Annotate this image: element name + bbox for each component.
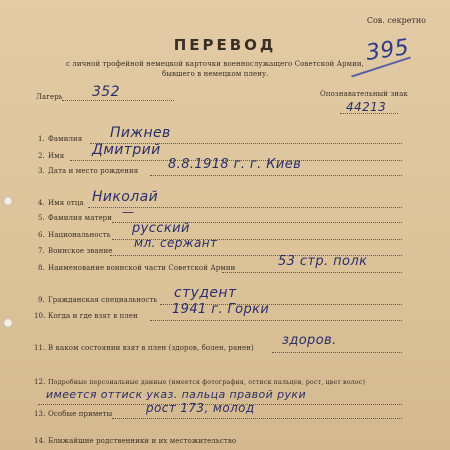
field-number: 3. bbox=[38, 167, 45, 175]
field-value: — bbox=[122, 205, 135, 219]
field-label: Воинское звание bbox=[48, 247, 113, 255]
stamp-number: 395 bbox=[364, 35, 411, 66]
field-label: Подробные персональные данные (имеется фотография, оттиск пальцев, рост, цвет волос) bbox=[48, 378, 366, 386]
field-value: Николай bbox=[92, 189, 159, 205]
punch-hole-bottom bbox=[3, 318, 13, 328]
field-label: Особые приметы bbox=[48, 410, 113, 418]
field-label: Когда и где взят в плен bbox=[48, 312, 138, 320]
punch-hole-top bbox=[3, 196, 13, 206]
field-value: 8.8.1918 г. г. Киев bbox=[168, 157, 302, 172]
tag-line bbox=[340, 113, 398, 114]
field-number: 12. bbox=[34, 378, 46, 386]
camp-label: Лагерь bbox=[36, 93, 63, 101]
field-line bbox=[150, 175, 402, 176]
field-line bbox=[150, 320, 402, 321]
field-value: Дмитрий bbox=[92, 142, 161, 158]
field-label: Фамилия матери bbox=[48, 214, 113, 222]
field-line bbox=[222, 272, 402, 273]
field-number: 14. bbox=[34, 437, 46, 445]
field-number: 5. bbox=[38, 214, 45, 222]
classification-mark: Сов. секретно bbox=[366, 16, 426, 25]
field-value: 53 стр. полк bbox=[278, 254, 368, 269]
field-value: 1941 г. Горки bbox=[172, 302, 270, 317]
field-line bbox=[88, 207, 402, 208]
field-number: 6. bbox=[38, 231, 45, 239]
subtitle-line-1: с личной трофейной немецкой карточки военнослужащего Советской Армии, bbox=[66, 60, 364, 68]
subtitle-line-2: бывшего в немецком плену. bbox=[162, 70, 269, 78]
field-value: русский bbox=[132, 221, 190, 236]
field-number: 9. bbox=[38, 296, 45, 304]
field-value: здоров. bbox=[282, 333, 337, 348]
field-number: 13. bbox=[34, 410, 46, 418]
tag-label: Опознавательный знак bbox=[320, 90, 408, 98]
field-number: 8. bbox=[38, 264, 45, 272]
field-number: 10. bbox=[34, 312, 46, 320]
field-label: Национальность bbox=[48, 231, 111, 239]
field-number: 7. bbox=[38, 247, 45, 255]
field-line bbox=[112, 418, 402, 419]
field-label: Гражданская специальность bbox=[48, 296, 158, 304]
field-label: Фамилия bbox=[48, 135, 83, 143]
field-label: Наименование воинской части Советской Армии bbox=[48, 264, 236, 272]
field-value: мл. сержант bbox=[134, 236, 218, 250]
tag-value: 44213 bbox=[346, 100, 387, 114]
field-value: рост 173, молод bbox=[146, 401, 255, 415]
field-value: имеется оттиск указ. пальца правой руки bbox=[46, 388, 307, 401]
field-line bbox=[272, 352, 402, 353]
field-number: 11. bbox=[34, 344, 46, 352]
field-number: 4. bbox=[38, 199, 45, 207]
field-number: 1. bbox=[38, 135, 45, 143]
camp-value: 352 bbox=[92, 84, 120, 100]
field-label: Имя bbox=[48, 152, 65, 160]
field-label: Ближайшие родственники и их местожительство bbox=[48, 437, 237, 445]
field-value: Пижнев bbox=[110, 125, 171, 141]
field-label: В каком состоянии взят в плен (здоров, болен, ранен) bbox=[48, 344, 254, 352]
field-label: Дата и место рождения bbox=[48, 167, 139, 175]
camp-line bbox=[62, 100, 174, 101]
field-value: студент bbox=[174, 285, 237, 301]
field-number: 2. bbox=[38, 152, 45, 160]
field-label: Имя отца bbox=[48, 199, 84, 207]
page-title: ПЕРЕВОД bbox=[173, 36, 277, 54]
